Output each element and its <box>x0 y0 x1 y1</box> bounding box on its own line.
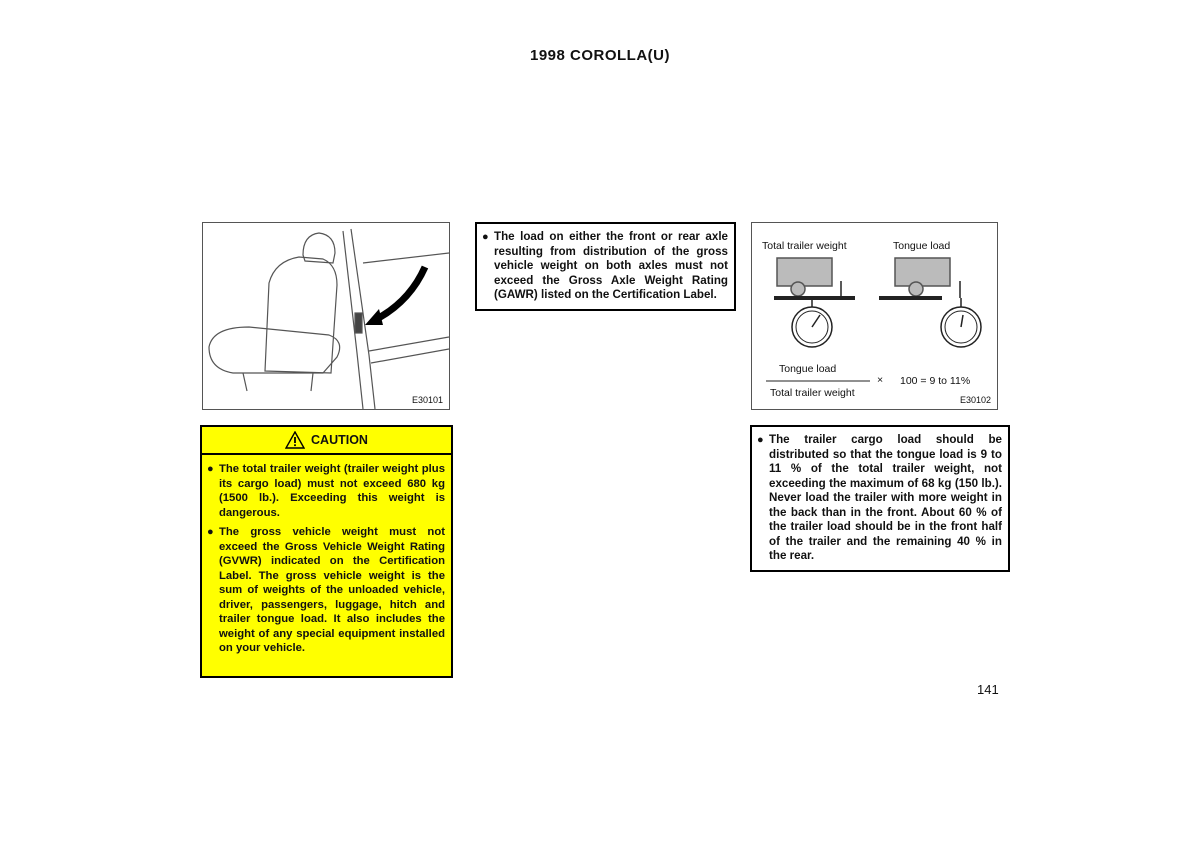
bullet-dot-icon: ● <box>757 434 764 446</box>
figure-code: E30102 <box>959 395 991 405</box>
label-total-trailer-weight: Total trailer weight <box>762 240 847 252</box>
seat-label-figure <box>202 222 450 410</box>
caution-title: CAUTION <box>311 433 368 447</box>
note-bullet <box>482 230 728 303</box>
note-text: The trailer cargo load should be distributed so that the tongue load is 9 to 11 % of the total trailer weight, not exceeding the maximum of 68 kg (150 lb.). Never load the trailer with more weight in the back than in the front. About 60 % of the trailer load should be in the front half of the trailer and the remaining 40 % in the rear. <box>769 433 1002 562</box>
warning-triangle-icon <box>285 431 305 449</box>
tongue-load-figure <box>751 222 998 410</box>
caution-header <box>202 427 451 455</box>
label-tongue-load: Tongue load <box>893 240 951 252</box>
bullet-dot-icon: ● <box>207 526 214 538</box>
seat-door-pillar-illustration <box>203 223 449 409</box>
bullet-dot-icon: ● <box>207 463 214 475</box>
caution-bullet <box>207 462 445 520</box>
cargo-distribution-note <box>750 425 1010 572</box>
bullet-dot-icon: ● <box>482 231 489 243</box>
caution-text: The gross vehicle weight must not exceed the Gross Vehicle Weight Rating (GVWR) indicated on the Certification Label. The gross vehicle weight is the sum of weights of the unloaded vehicle, driver, passengers, luggage, hitch and trailer tongue load. It also includes the weight of any special equipment installed on your vehicle. <box>219 526 445 654</box>
figure-code: E30101 <box>411 395 443 405</box>
caution-box <box>200 425 453 678</box>
formula-result: 100 = 9 to 11% <box>900 375 971 387</box>
note-bullet <box>757 433 1002 564</box>
caution-body <box>202 455 451 656</box>
note-text: The load on either the front or rear axle resulting from distribution of the gross vehicle weight on both axles must not exceed the Gross Axle Weight Rating (GAWR) listed on the Certification Label. <box>494 230 728 301</box>
page-number: 141 <box>977 682 999 697</box>
formula-times: × <box>877 374 884 386</box>
formula-numerator: Tongue load <box>779 363 837 375</box>
axle-load-note <box>475 222 736 311</box>
caution-text: The total trailer weight (trailer weight plus its cargo load) must not exceed 680 kg (1500 lb.). Exceeding this weight is dangerous. <box>219 463 445 519</box>
caution-bullet <box>207 525 445 656</box>
formula-denominator: Total trailer weight <box>770 387 855 399</box>
page-header-title: 1998 COROLLA(U) <box>529 47 671 64</box>
